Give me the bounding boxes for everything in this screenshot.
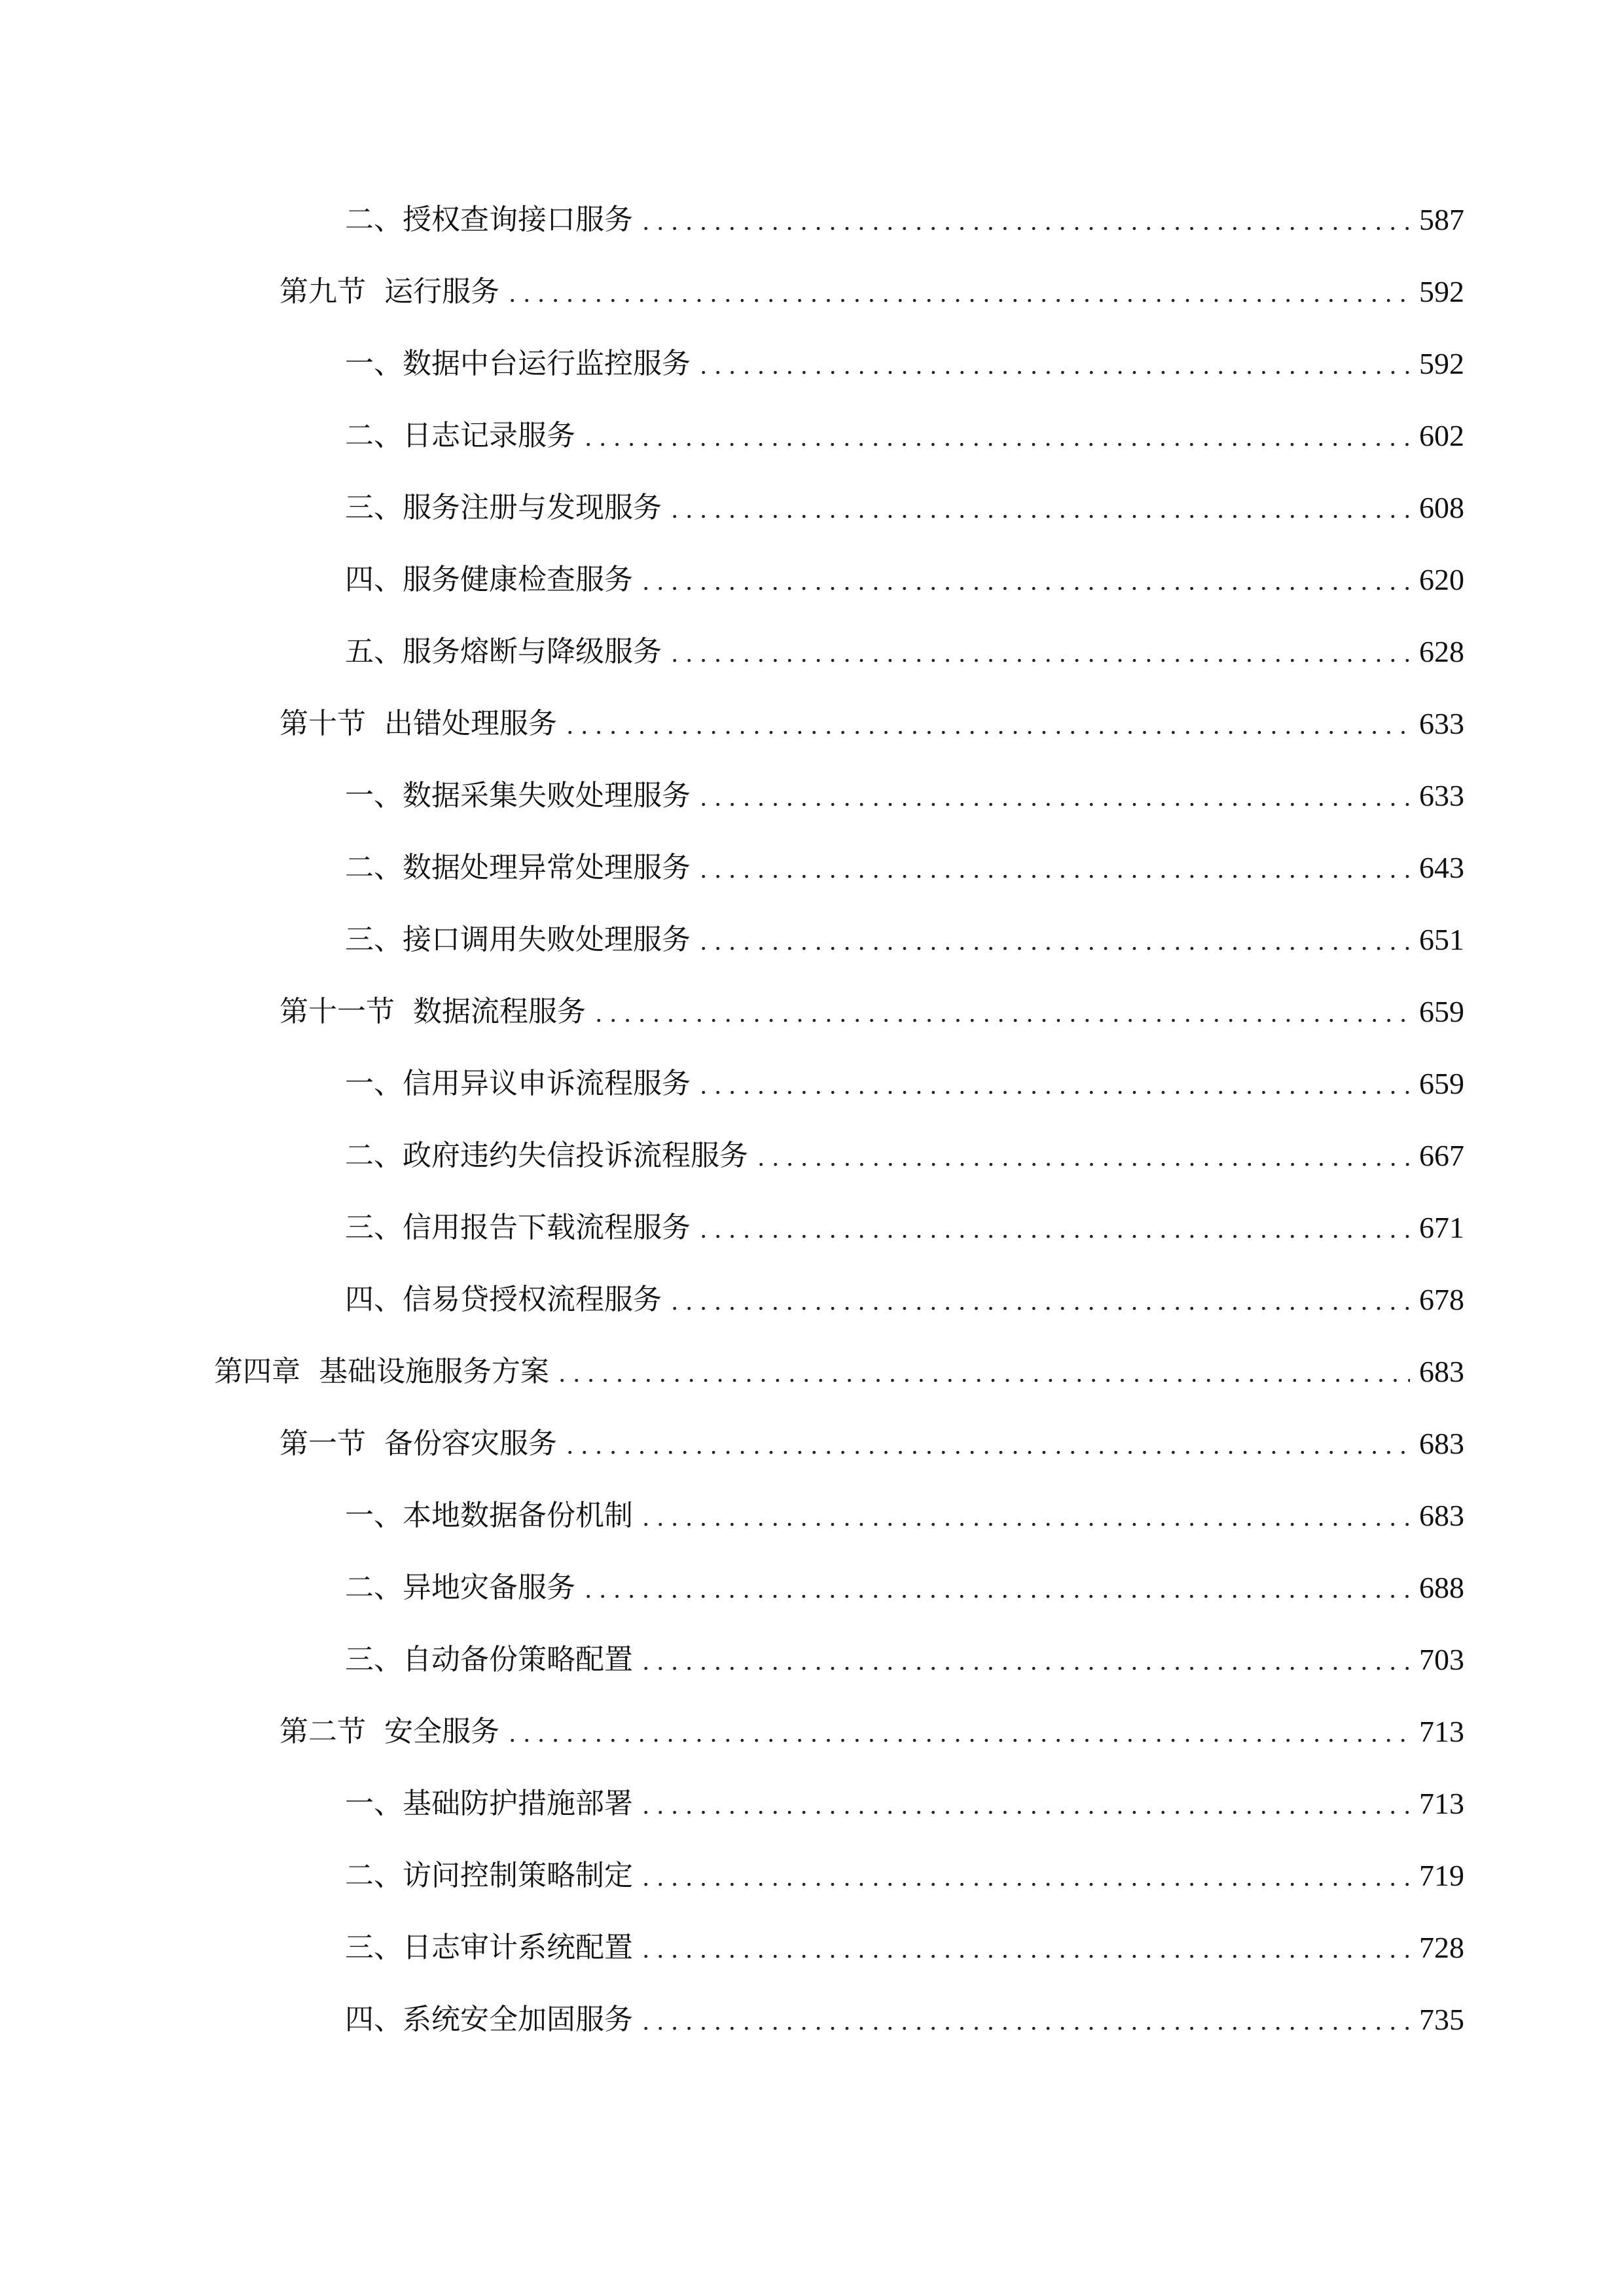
toc-entry[interactable] — [345, 1202, 1464, 1247]
toc-entry-number: 二、 — [345, 1571, 403, 1604]
dot-leader — [757, 1141, 1410, 1175]
dot-leader — [700, 781, 1410, 816]
dot-leader — [642, 1933, 1410, 1967]
dot-leader — [671, 493, 1410, 528]
dot-leader — [700, 925, 1410, 960]
dot-leader — [566, 1429, 1410, 1463]
toc-entry-page: 592 — [1419, 275, 1464, 308]
toc-entry-title: 基础防护措施部署 — [403, 1787, 633, 1820]
toc-entry-title: 访问控制策略制定 — [403, 1859, 633, 1892]
toc-entry[interactable] — [345, 1634, 1464, 1679]
toc-entry-title: 数据采集失败处理服务 — [403, 779, 691, 812]
toc-entry[interactable] — [345, 338, 1464, 384]
toc-entry-title: 数据中台运行监控服务 — [403, 347, 691, 380]
toc-entry[interactable] — [345, 770, 1464, 816]
toc-entry-number: 四、 — [345, 1283, 403, 1316]
toc-entry[interactable] — [345, 554, 1464, 600]
toc-entry[interactable] — [280, 986, 1464, 1031]
dot-leader — [642, 206, 1410, 240]
toc-entry-number: 一、 — [345, 1067, 403, 1100]
toc-entry-title: 运行服务 — [384, 275, 499, 308]
toc-entry-title: 日志记录服务 — [403, 419, 575, 452]
toc-entry-number: 三、 — [345, 1931, 403, 1964]
toc-entry-page: 735 — [1419, 2003, 1464, 2036]
toc-entry-page: 633 — [1419, 779, 1464, 812]
dot-leader — [642, 1789, 1410, 1823]
toc-entry-page: 620 — [1419, 563, 1464, 596]
dot-leader — [671, 1285, 1410, 1319]
toc-entry-page: 608 — [1419, 491, 1464, 524]
toc-entry[interactable] — [280, 1418, 1464, 1463]
toc-entry-title: 信易贷授权流程服务 — [403, 1283, 662, 1316]
toc-entry-number: 三、 — [345, 491, 403, 524]
dot-leader — [642, 565, 1410, 600]
toc-entry-title: 数据处理异常处理服务 — [403, 851, 691, 884]
toc-entry[interactable] — [345, 1778, 1464, 1823]
toc-entry-title: 日志审计系统配置 — [403, 1931, 633, 1964]
toc-entry-number: 三、 — [345, 1211, 403, 1244]
toc-entry-number: 第十节 — [280, 707, 366, 740]
toc-entry-page: 683 — [1419, 1355, 1464, 1388]
toc-entry-title: 授权查询接口服务 — [403, 203, 633, 236]
toc-entry-title: 服务熔断与降级服务 — [403, 635, 662, 668]
toc-entry-title: 基础设施服务方案 — [319, 1355, 549, 1388]
toc-entry[interactable] — [345, 626, 1464, 672]
toc-entry-page: 667 — [1419, 1139, 1464, 1172]
toc-entry-page: 703 — [1419, 1643, 1464, 1676]
toc-entry-title: 备份容灾服务 — [384, 1427, 557, 1460]
toc-entry[interactable] — [345, 1274, 1464, 1319]
dot-leader — [700, 1069, 1410, 1103]
dot-leader — [671, 637, 1410, 672]
toc-entry-number: 第四章 — [214, 1355, 300, 1388]
toc-entry-page: 633 — [1419, 707, 1464, 740]
toc-entry[interactable] — [345, 1850, 1464, 1895]
toc-entry[interactable] — [345, 914, 1464, 960]
toc-entry-page: 683 — [1419, 1427, 1464, 1460]
toc-entry[interactable] — [345, 1058, 1464, 1103]
dot-leader — [642, 2005, 1410, 2039]
toc-entry[interactable] — [345, 842, 1464, 888]
toc-entry-title: 出错处理服务 — [384, 707, 557, 740]
toc-entry-page: 719 — [1419, 1859, 1464, 1892]
toc-entry-number: 四、 — [345, 2003, 403, 2036]
toc-entry-page: 728 — [1419, 1931, 1464, 1964]
toc-entry[interactable] — [280, 1706, 1464, 1751]
toc-entry-page: 671 — [1419, 1211, 1464, 1244]
toc-entry-page: 659 — [1419, 995, 1464, 1028]
toc-entry[interactable] — [345, 1490, 1464, 1535]
dot-leader — [642, 1501, 1410, 1535]
dot-leader — [509, 278, 1410, 312]
toc-entry-page: 651 — [1419, 923, 1464, 956]
toc-entry-number: 一、 — [345, 1499, 403, 1532]
toc-entry-number: 三、 — [345, 1643, 403, 1676]
dot-leader — [509, 1717, 1410, 1751]
toc-entry-title: 数据流程服务 — [413, 995, 586, 1028]
toc-entry-title: 服务健康检查服务 — [403, 563, 633, 596]
toc-entry[interactable] — [345, 410, 1464, 456]
dot-leader — [642, 1861, 1410, 1895]
toc-entry-page: 643 — [1419, 851, 1464, 884]
toc-entry-page: 587 — [1419, 203, 1464, 236]
toc-entry[interactable] — [345, 194, 1464, 240]
toc-entry-number: 二、 — [345, 419, 403, 452]
dot-leader — [595, 997, 1410, 1031]
toc-entry-number: 第二节 — [280, 1715, 366, 1748]
toc-entry-page: 688 — [1419, 1571, 1464, 1604]
toc-entry-title: 服务注册与发现服务 — [403, 491, 662, 524]
dot-leader — [585, 1573, 1410, 1607]
toc-entry-page: 628 — [1419, 635, 1464, 668]
dot-leader — [566, 709, 1410, 744]
dot-leader — [642, 1645, 1410, 1679]
toc-entry-page: 713 — [1419, 1715, 1464, 1748]
toc-entry[interactable] — [345, 1562, 1464, 1607]
dot-leader — [700, 853, 1410, 888]
toc-entry-number: 二、 — [345, 203, 403, 236]
toc-entry-title: 安全服务 — [384, 1715, 499, 1748]
toc-entry-number: 四、 — [345, 563, 403, 596]
toc-entry-number: 一、 — [345, 347, 403, 380]
toc-entry-title: 系统安全加固服务 — [403, 2003, 633, 2036]
toc-entry-title: 信用异议申诉流程服务 — [403, 1067, 691, 1100]
toc-entry-number: 一、 — [345, 779, 403, 812]
toc-entry[interactable] — [345, 1130, 1464, 1175]
toc-entry-page: 592 — [1419, 347, 1464, 380]
dot-leader — [700, 350, 1410, 384]
toc-entry-number: 第九节 — [280, 275, 366, 308]
toc-entry-number: 二、 — [345, 1859, 403, 1892]
toc-entry-page: 659 — [1419, 1067, 1464, 1100]
toc-entry-page: 713 — [1419, 1787, 1464, 1820]
toc-entry-number: 五、 — [345, 635, 403, 668]
dot-leader — [700, 1213, 1410, 1247]
toc-entry[interactable] — [214, 1346, 1464, 1391]
toc-entry[interactable] — [345, 1994, 1464, 2039]
toc-entry-title: 自动备份策略配置 — [403, 1643, 633, 1676]
toc-entry-page: 683 — [1419, 1499, 1464, 1532]
toc-entry-number: 第一节 — [280, 1427, 366, 1460]
toc-entry-page: 602 — [1419, 419, 1464, 452]
toc-entry-number: 二、 — [345, 1139, 403, 1172]
toc-entry-title: 接口调用失败处理服务 — [403, 923, 691, 956]
toc-entry-page: 678 — [1419, 1283, 1464, 1316]
toc-entry-title: 本地数据备份机制 — [403, 1499, 633, 1532]
dot-leader — [558, 1357, 1410, 1391]
toc-entry[interactable] — [345, 1922, 1464, 1967]
toc-entry-number: 三、 — [345, 923, 403, 956]
toc-entry-title: 异地灾备服务 — [403, 1571, 575, 1604]
dot-leader — [585, 422, 1410, 456]
toc-entry-title: 政府违约失信投诉流程服务 — [403, 1139, 748, 1172]
toc-entry-number: 第十一节 — [280, 995, 395, 1028]
toc-entry[interactable] — [345, 482, 1464, 528]
toc-entry[interactable] — [280, 698, 1464, 744]
toc-entry[interactable] — [280, 266, 1464, 312]
toc-entry-title: 信用报告下载流程服务 — [403, 1211, 691, 1244]
toc-entry-number: 二、 — [345, 851, 403, 884]
toc-entry-number: 一、 — [345, 1787, 403, 1820]
